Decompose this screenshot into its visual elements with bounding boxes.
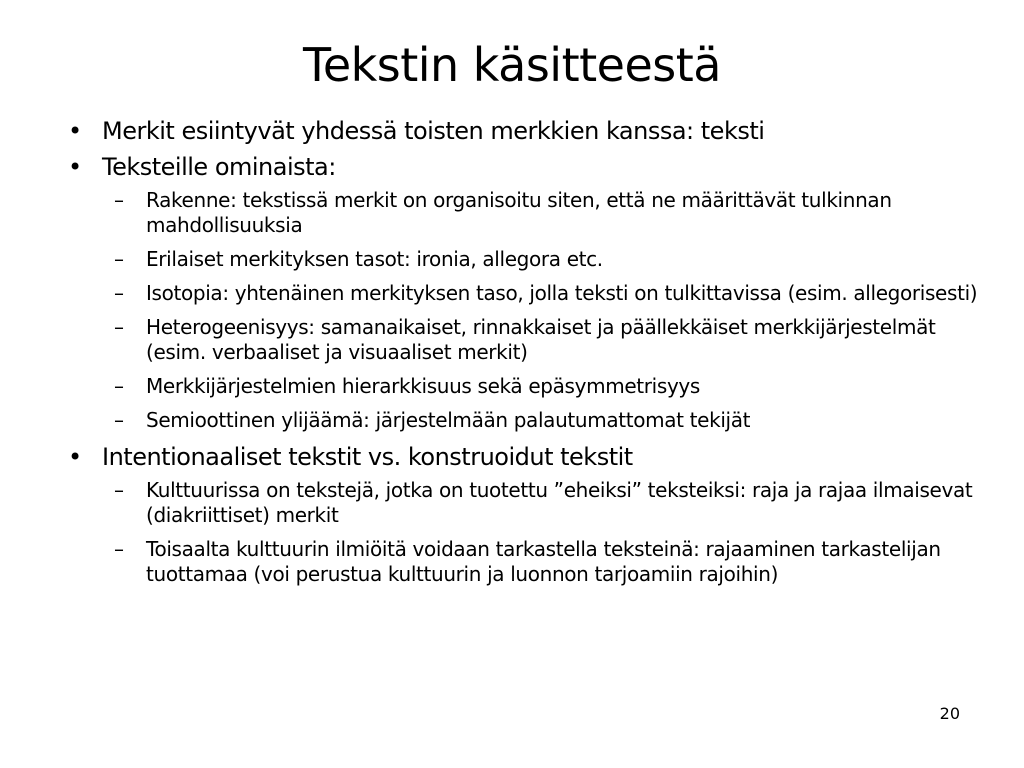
bullet-item-1 (60, 116, 980, 146)
bullet-icon: • (68, 443, 82, 471)
bullet-item-2 (60, 152, 980, 182)
sub-item (60, 247, 980, 272)
sub-item-text: Kulttuurissa on tekstejä, jotka on tuotettu ”eheiksi” teksteiksi: raja ja rajaa ilmaisevat (diakriittiset) merkit (146, 478, 973, 527)
slide-title: Tekstin käsitteestä (303, 38, 721, 92)
sub-list (60, 188, 980, 433)
sub-item-text: Heterogeenisyys: samanaikaiset, rinnakkaiset ja päällekkäiset merkkijärjestelmät (esim. verbaaliset ja visuaaliset merkit) (146, 315, 936, 364)
dash-icon: – (114, 188, 124, 212)
sub-item-text: Merkkijärjestelmien hierarkkisuus sekä epäsymmetrisyys (146, 374, 700, 398)
sub-item (60, 408, 980, 433)
dash-icon: – (114, 374, 124, 398)
sub-item (60, 188, 980, 238)
sub-item-text: Rakenne: tekstissä merkit on organisoitu siten, että ne määrittävät tulkinnan mahdollisuuksia (146, 188, 892, 237)
bullet-text: Teksteille ominaista: (102, 153, 336, 181)
bullet-icon: • (68, 153, 82, 181)
bullet-item-3 (60, 442, 980, 472)
bullet-icon: • (68, 117, 82, 145)
sub-item (60, 478, 980, 528)
sub-item (60, 281, 980, 306)
sub-item-text: Toisaalta kulttuurin ilmiöitä voidaan tarkastella teksteinä: rajaaminen tarkastelijan tuottamaa (voi perustua kulttuurin ja luonnon tarjoamiin rajoihin) (146, 537, 941, 586)
sub-list (60, 478, 980, 587)
dash-icon: – (114, 315, 124, 339)
sub-item (60, 315, 980, 365)
bullet-text: Intentionaaliset tekstit vs. konstruoidut tekstit (102, 443, 633, 471)
sub-item (60, 374, 980, 399)
bullet-text: Merkit esiintyvät yhdessä toisten merkkien kanssa: teksti (102, 117, 765, 145)
dash-icon: – (114, 537, 124, 561)
page-number: 20 (939, 704, 960, 723)
bullet-list (60, 116, 980, 596)
dash-icon: – (114, 247, 124, 271)
sub-item-text: Erilaiset merkityksen tasot: ironia, allegora etc. (146, 247, 603, 271)
dash-icon: – (114, 281, 124, 305)
sub-item (60, 537, 980, 587)
dash-icon: – (114, 408, 124, 432)
sub-item-text: Isotopia: yhtenäinen merkityksen taso, jolla teksti on tulkittavissa (esim. allegorisesti) (146, 281, 978, 305)
sub-item-text: Semioottinen ylijäämä: järjestelmään palautumattomat tekijät (146, 408, 751, 432)
dash-icon: – (114, 478, 124, 502)
